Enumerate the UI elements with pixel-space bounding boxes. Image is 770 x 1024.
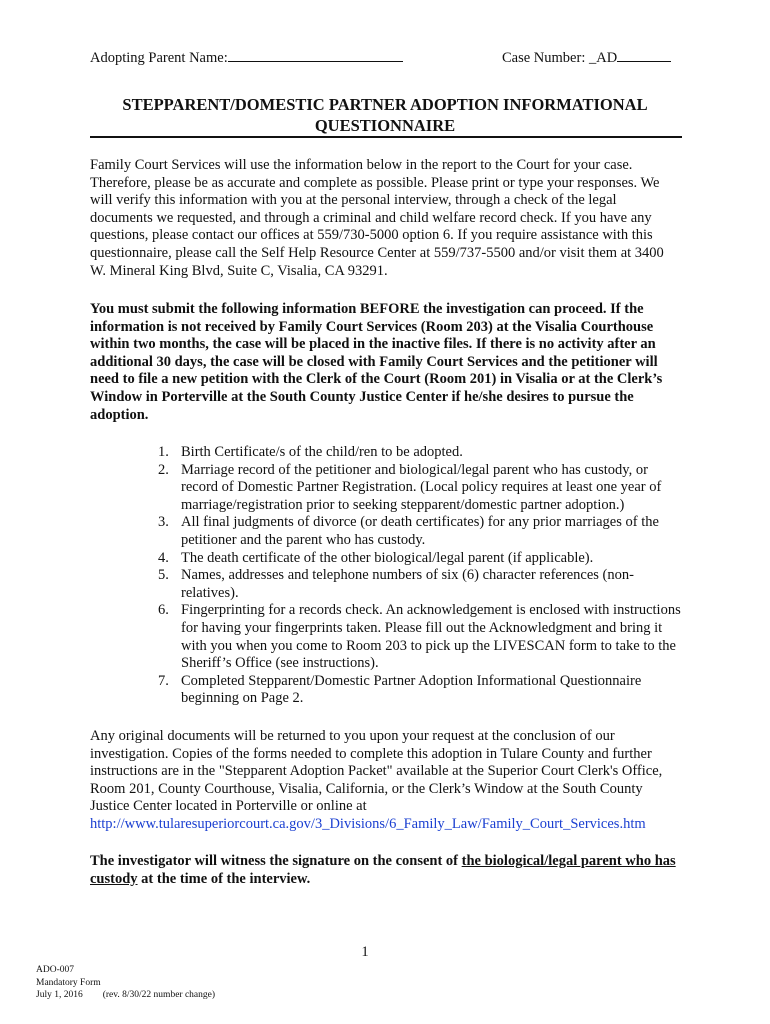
form-revision: (rev. 8/30/22 number change) [102,990,216,1000]
family-court-services-link[interactable]: http://www.tularesuperiorcourt.ca.gov/3_Divisions/6_Family_Law/Family_Court_Services.htm [90,815,646,832]
list-item-number: 4. [158,549,169,566]
form-type: Mandatory Form [36,977,101,988]
list-item-number: 5. [158,567,169,584]
list-item-text: All final judgments of divorce (or death certificates) for any prior marriages of the petitioner and the parent who has custody. [181,514,659,548]
list-item-text: Fingerprinting for a records check. An acknowledgement is enclosed with instructions for having your fingerprints taken. Please fill out the Acknowledgment and bring it with you when you come to Room 203 to pick up the LIVESCAN form to take to the Sheriff’s Office (see instructions). [181,602,681,672]
adopting-parent-name-field[interactable] [228,47,403,62]
list-item [150,567,682,602]
intro-paragraph: Family Court Services will use the information below in the report to the Court for your case. Therefore, please be as accurate and complete as possible. Please print or type your responses. We will verify this information with you at the personal interview, through a check of the legal documents we requested, and through a criminal and child welfare record check. If you have any questions, please contact our offices at 559/730-5000 option 6. If you require assistance with this questionnaire, please call the Self Help Resource Center at 559/737-5500 and/or visit them at 3400 W. Mineral King Blvd, Suite C, Visalia, CA 93291. [90,157,664,279]
requirements-list [150,444,682,708]
documents-paragraph [90,728,682,834]
list-item-number: 7. [158,672,169,689]
list-item [150,602,682,672]
list-item [150,550,682,568]
adopting-parent-name-label: Adopting Parent Name: [90,50,228,66]
list-item [150,673,682,708]
page-title [90,94,680,136]
list-item-text: Marriage record of the petitioner and biological/legal parent who has custody, or record of Domestic Partner Registration. (Local policy requires at least one year of marriage/registration prior to seeking stepparent/domestic partner adoption.) [181,461,662,513]
adopting-parent-name-line [90,47,403,67]
case-number-label: Case Number: _AD [502,50,618,66]
case-number-line [502,47,671,67]
form-id: ADO-007 [36,965,74,975]
list-item-number: 6. [158,602,169,619]
list-item-text: Birth Certificate/s of the child/ren to be adopted. [181,444,463,460]
list-item-number: 1. [158,444,169,460]
form-date: July 1, 2016 [36,990,83,1000]
list-item [150,444,682,462]
page-title-line-1: STEPPARENT/DOMESTIC PARTNER ADOPTION INFORMATIONAL [122,95,648,114]
investigator-notice-end: at the time of the interview. [137,870,311,887]
page-number: 1 [361,944,369,960]
list-item-number: 3. [158,514,169,531]
documents-paragraph-text: Any original documents will be returned to you upon your request at the conclusion of our investigation. Copies of the forms needed to complete this adoption in Tulare County and further instructions are in the "Stepparent Adoption Packet" available at the Superior Court Clerk's Office, Room 201, County Courthouse, Visalia, California, or the Clerk’s Window at the South County Justice Center located in Porterville or online at [90,728,663,815]
form-footer [36,964,215,1002]
list-item-text: The death certificate of the other biological/legal parent (if applicable). [181,549,594,566]
list-item [150,514,682,549]
case-number-field[interactable] [617,47,671,62]
list-item-text: Names, addresses and telephone numbers of six (6) character references (non-relatives). [181,567,634,601]
list-item [150,462,682,515]
investigator-notice-text: The investigator will witness the signature on the consent of [90,853,462,869]
list-item-number: 2. [158,461,169,478]
list-item-text: Completed Stepparent/Domestic Partner Adoption Informational Questionnaire beginning on Page 2. [181,672,642,707]
submission-notice: You must submit the following information BEFORE the investigation can proceed. If the information is not received by Family Court Services (Room 203) at the Visalia Courthouse within two months, the case will be placed in the inactive files. If there is no activity after an additional 30 days, the case will be closed with Family Court Services and the petitioner will need to file a new petition with the Clerk of the Court (Room 201) in Visalia or at the Clerk’s Window in Porterville at the South County Justice Center if he/she desires to pursue the adoption. [90,301,663,423]
custodial-parent-phrase: the biological/legal parent who has custody [90,853,676,887]
page-title-line-2: QUESTIONNAIRE [314,116,456,135]
title-divider [90,136,682,138]
investigator-notice [90,853,682,888]
